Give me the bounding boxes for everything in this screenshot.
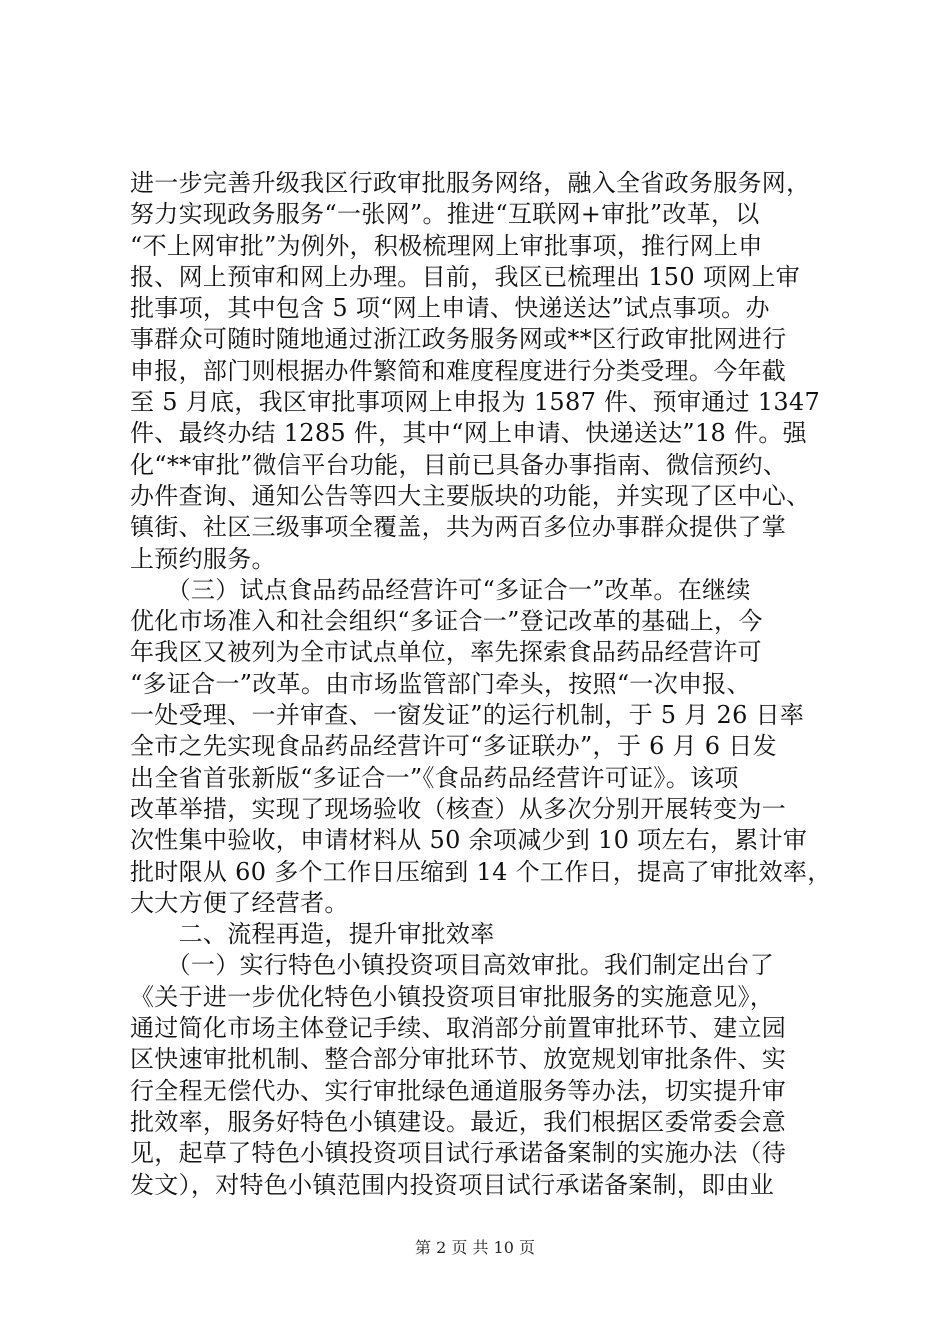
- text-line: 件、最终办结 1285 件，其中“网上申请、快递送达”18 件。强: [130, 419, 807, 448]
- text-line: （三）试点食品药品经营许可“多证合一”改革。在继续: [130, 575, 751, 604]
- text-line: 大大方便了经营者。: [130, 888, 349, 917]
- text-line: 申报，部门则根据办件繁简和难度程度进行分类受理。今年截: [130, 356, 787, 385]
- text-line: 进一步完善升级我区行政审批服务网络，融入全省政务服务网，: [130, 169, 811, 197]
- body-text: [130, 168, 830, 1201]
- text-line: “不上网审批”为例外，积极梳理网上审批事项，推行网上申: [130, 231, 763, 260]
- text-line: 镇街、社区三级事项全覆盖，共为两百多位办事群众提供了掌: [130, 513, 787, 542]
- text-line: 行全程无偿代办、实行审批绿色通道服务等办法，切实提升审: [130, 1076, 787, 1105]
- text-line: 见，起草了特色小镇投资项目试行承诺备案制的实施办法（待: [130, 1139, 787, 1168]
- text-line: “多证合一”改革。由市场监管部门牵头，按照“一次申报、: [130, 669, 751, 698]
- text-line: 优化市场准入和社会组织“多证合一”登记改革的基础上，今: [130, 607, 763, 636]
- text-line: 改革举措，实现了现场验收（核查）从多次分别开展转变为一: [130, 794, 787, 823]
- text-line: 化“**审批”微信平台功能，目前已具备办事指南、微信预约、: [130, 450, 788, 479]
- text-line: 批时限从 60 多个工作日压缩到 14 个工作日，提高了审批效率，: [130, 857, 832, 886]
- text-line: 事群众可随时随地通过浙江政务服务网或**区行政审批网进行: [130, 325, 787, 354]
- text-line: 批效率，服务好特色小镇建设。最近，我们根据区委常委会意: [130, 1107, 787, 1136]
- text-line: 上预约服务。: [130, 544, 276, 573]
- text-line: 区快速审批机制、整合部分审批环节、放宽规划审批条件、实: [130, 1045, 787, 1074]
- text-line: 全市之先实现食品药品经营许可“多证联办”，于 6 月 6 日发: [130, 732, 777, 761]
- text-line: 发文），对特色小镇范围内投资项目试行承诺备案制，即由业: [130, 1170, 775, 1199]
- text-line: 年我区又被列为全市试点单位，率先探索食品药品经营许可: [130, 638, 762, 667]
- text-line: 至 5 月底，我区审批事项网上申报为 1587 件、预审通过 1347: [130, 388, 821, 417]
- text-line: 批事项，其中包含 5 项“网上申请、快递送达”试点事项。办: [130, 294, 770, 323]
- text-line: （一）实行特色小镇投资项目高效审批。我们制定出台了: [130, 951, 775, 980]
- text-line: 出全省首张新版“多证合一”《食品药品经营许可证》。该项: [130, 763, 739, 792]
- text-line: 努力实现政务服务“一张网”。推进“互联网+审批”改革，以: [130, 200, 760, 229]
- page-footer: 第 2 页 共 10 页: [415, 1238, 535, 1257]
- text-line: 报、网上预审和网上办理。目前，我区已梳理出 150 项网上审: [130, 262, 801, 291]
- text-line: 一处受理、一并审查、一窗发证”的运行机制，于 5 月 26 日率: [130, 701, 805, 730]
- text-line: 次性集中验收，申请材料从 50 余项减少到 10 项左右，累计审: [130, 826, 808, 855]
- text-line: 办件查询、通知公告等四大主要版块的功能，并实现了区中心、: [130, 481, 811, 510]
- text-line: 《关于进一步优化特色小镇投资项目审批服务的实施意见》，: [130, 982, 775, 1011]
- text-line: 通过简化市场主体登记手续、取消部分前置审批环节、建立园: [130, 1014, 787, 1043]
- section-heading: 二、流程再造，提升审批效率: [130, 920, 495, 949]
